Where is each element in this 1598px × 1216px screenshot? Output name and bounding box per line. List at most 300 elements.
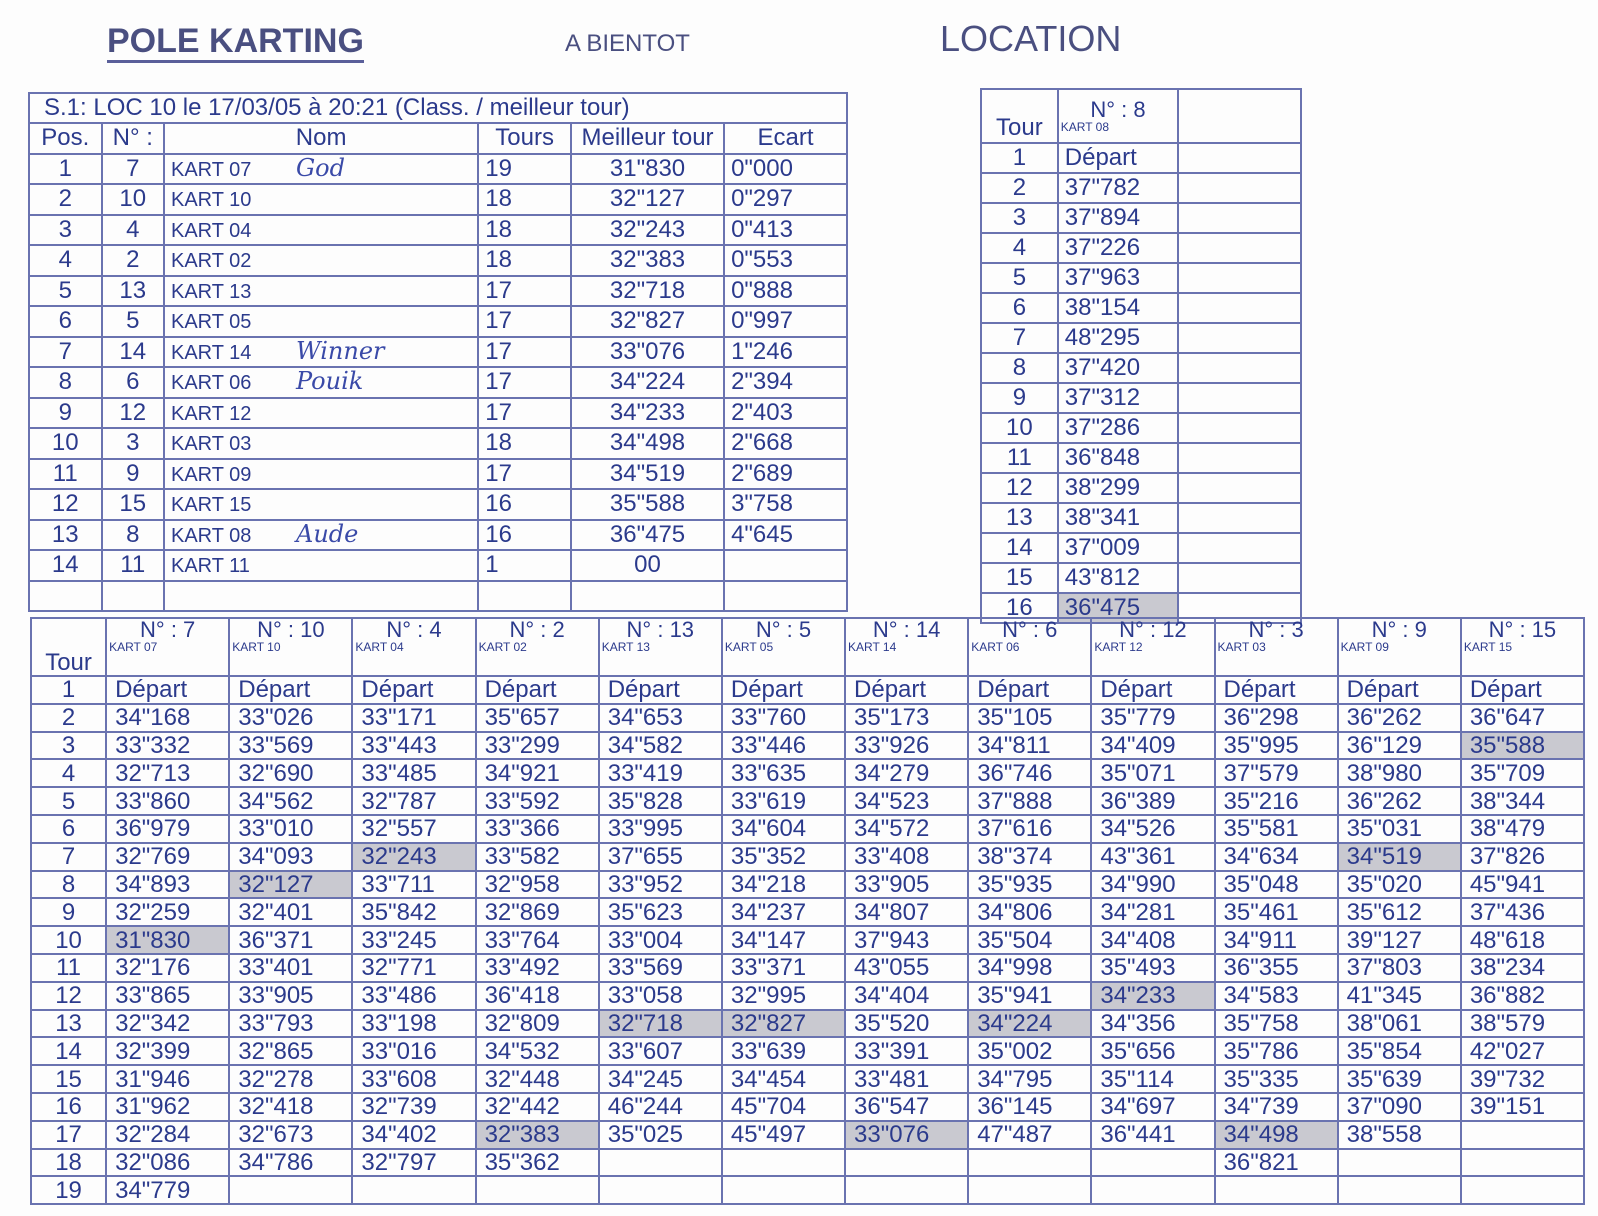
classification-row bbox=[29, 489, 847, 520]
lap-row bbox=[31, 1010, 1584, 1038]
kart-number-cell: 3 bbox=[102, 428, 164, 459]
best-lap-cell: 32"127 bbox=[571, 184, 724, 215]
kart-name: KART 03 bbox=[170, 433, 252, 456]
empty-cell bbox=[1178, 293, 1301, 323]
lap-time-cell: 33"443 bbox=[352, 732, 475, 760]
lap-time-cell: 45"704 bbox=[722, 1093, 845, 1121]
gap-cell: 0"888 bbox=[724, 276, 847, 307]
laps-count-cell: 19 bbox=[478, 154, 571, 185]
lap-time-cell: 39"127 bbox=[1338, 926, 1461, 954]
handwritten-note: Aude bbox=[295, 519, 359, 548]
lap-row bbox=[31, 1065, 1584, 1093]
lap-row bbox=[31, 704, 1584, 732]
lap-time-cell: 36"129 bbox=[1338, 732, 1461, 760]
lap-number-cell: 9 bbox=[31, 898, 106, 926]
empty-cell bbox=[1178, 173, 1301, 203]
best-lap-cell: 32"718 bbox=[571, 276, 724, 307]
classification-row bbox=[29, 459, 847, 490]
kart8-lap-row bbox=[981, 383, 1301, 413]
lap-number-cell: 16 bbox=[31, 1093, 106, 1121]
lap-time-cell: 32"399 bbox=[106, 1037, 229, 1065]
lap-time-cell: 39"151 bbox=[1461, 1093, 1584, 1121]
empty-cell bbox=[1178, 473, 1301, 503]
kart-name: KART 14 bbox=[848, 640, 897, 654]
lap-time-cell: 33"419 bbox=[599, 759, 722, 787]
kart8-lap-row bbox=[981, 323, 1301, 353]
lap-time-cell: 34"402 bbox=[352, 1121, 475, 1149]
lap-time-cell: 34"811 bbox=[968, 732, 1091, 760]
lap-time-cell: 34"990 bbox=[1091, 871, 1214, 899]
laps-count-cell: 16 bbox=[478, 520, 571, 551]
kart-name: KART 04 bbox=[170, 219, 252, 242]
lap-number-cell: 8 bbox=[981, 353, 1058, 383]
best-lap-time-cell: 31"830 bbox=[106, 926, 229, 954]
lap-number-cell: 8 bbox=[31, 871, 106, 899]
lap-number-cell: 11 bbox=[31, 954, 106, 982]
lap-time-cell: 33"582 bbox=[476, 843, 599, 871]
lap-time-cell: 32"448 bbox=[476, 1065, 599, 1093]
best-lap-cell: 34"233 bbox=[571, 398, 724, 429]
position-cell: 12 bbox=[29, 489, 102, 520]
lap-number-cell: 16 bbox=[981, 593, 1058, 623]
best-lap-cell: 32"383 bbox=[571, 245, 724, 276]
lap-time-cell: 35"352 bbox=[722, 843, 845, 871]
kart-number-cell: 8 bbox=[102, 520, 164, 551]
lap-time-cell: 36"746 bbox=[968, 759, 1091, 787]
lap-time-cell: 32"442 bbox=[476, 1093, 599, 1121]
kart-name: KART 10 bbox=[232, 640, 281, 654]
lap-time-cell: 34"653 bbox=[599, 704, 722, 732]
kart-name: KART 07 bbox=[109, 640, 158, 654]
gap-cell: 0"297 bbox=[724, 184, 847, 215]
lap-row bbox=[31, 954, 1584, 982]
lap-time-cell: 33"198 bbox=[352, 1010, 475, 1038]
lap-time-cell bbox=[1461, 1149, 1584, 1177]
page-subtitle: A BIENTOT bbox=[565, 30, 690, 57]
lap-time-cell: Départ bbox=[845, 676, 968, 704]
classification-row bbox=[29, 520, 847, 551]
kart-number: N° : 5 bbox=[755, 618, 812, 642]
kart8-lap-row bbox=[981, 443, 1301, 473]
lap-number-cell: 3 bbox=[31, 732, 106, 760]
position-cell: 6 bbox=[29, 306, 102, 337]
lap-time-cell: Départ bbox=[1058, 143, 1178, 173]
lap-time-cell: 32"278 bbox=[229, 1065, 352, 1093]
kart-number-cell: 6 bbox=[102, 367, 164, 398]
kart8-lap-row bbox=[981, 293, 1301, 323]
kart-number: N° : 7 bbox=[140, 618, 196, 642]
lap-number-cell: 2 bbox=[981, 173, 1058, 203]
kart-column-header bbox=[352, 618, 475, 676]
kart-number: N° : 15 bbox=[1488, 618, 1557, 642]
kart-name-cell bbox=[164, 337, 478, 368]
lap-time-cell: 33"366 bbox=[476, 815, 599, 843]
lap-number-cell: 19 bbox=[31, 1176, 106, 1204]
lap-time-cell: 33"408 bbox=[845, 843, 968, 871]
laps-count-cell: 18 bbox=[478, 184, 571, 215]
lap-time-cell: 37"009 bbox=[1058, 533, 1178, 563]
laps-count-cell: 18 bbox=[478, 428, 571, 459]
laps-count-cell: 18 bbox=[478, 245, 571, 276]
position-cell: 11 bbox=[29, 459, 102, 490]
kart-column-header bbox=[476, 618, 599, 676]
kart-name: KART 09 bbox=[170, 463, 252, 486]
kart-name: KART 02 bbox=[170, 250, 252, 273]
lap-time-cell: 37"943 bbox=[845, 926, 968, 954]
kart-name: KART 12 bbox=[170, 402, 252, 425]
kart8-lap-row bbox=[981, 263, 1301, 293]
lap-time-cell: 31"962 bbox=[106, 1093, 229, 1121]
best-lap-time-cell: 34"233 bbox=[1091, 982, 1214, 1010]
gap-cell: 2"394 bbox=[724, 367, 847, 398]
lap-time-cell: 34"404 bbox=[845, 982, 968, 1010]
lap-time-cell: 32"176 bbox=[106, 954, 229, 982]
lap-time-cell: 38"154 bbox=[1058, 293, 1178, 323]
lap-time-cell bbox=[599, 1149, 722, 1177]
lap-time-cell: 33"865 bbox=[106, 982, 229, 1010]
lap-row bbox=[31, 982, 1584, 1010]
empty-cell bbox=[1178, 233, 1301, 263]
kart-name-cell bbox=[164, 154, 478, 185]
lap-time-cell: 35"639 bbox=[1338, 1065, 1461, 1093]
kart-column-header bbox=[1338, 618, 1461, 676]
gap-cell: 2"689 bbox=[724, 459, 847, 490]
lap-time-cell: 35"758 bbox=[1215, 1010, 1338, 1038]
kart-name: KART 10 bbox=[170, 189, 252, 212]
lap-time-cell bbox=[845, 1176, 968, 1204]
kart8-number: N° : 8 bbox=[1090, 96, 1146, 122]
kart-number-cell: 4 bbox=[102, 215, 164, 246]
lap-time-cell: 35"105 bbox=[968, 704, 1091, 732]
lap-time-cell: 48"618 bbox=[1461, 926, 1584, 954]
kart-number: N° : 9 bbox=[1371, 618, 1427, 642]
lap-number-cell: 1 bbox=[981, 143, 1058, 173]
lap-number-cell: 3 bbox=[981, 203, 1058, 233]
lap-time-cell: 36"547 bbox=[845, 1093, 968, 1121]
lap-time-cell: 34"281 bbox=[1091, 898, 1214, 926]
lap-time-cell: 33"481 bbox=[845, 1065, 968, 1093]
lap-number-cell: 7 bbox=[31, 843, 106, 871]
lap-time-cell: 36"145 bbox=[968, 1093, 1091, 1121]
kart-name-cell bbox=[164, 581, 478, 612]
classification-row bbox=[29, 581, 847, 612]
lap-time-cell: 34"532 bbox=[476, 1037, 599, 1065]
empty-cell bbox=[1178, 263, 1301, 293]
lap-time-cell: 33"016 bbox=[352, 1037, 475, 1065]
lap-time-cell: 35"941 bbox=[968, 982, 1091, 1010]
empty-cell bbox=[1178, 143, 1301, 173]
kart-column-header bbox=[968, 618, 1091, 676]
gap-cell: 3"758 bbox=[724, 489, 847, 520]
laps-count-cell: 17 bbox=[478, 398, 571, 429]
lap-time-cell: 33"760 bbox=[722, 704, 845, 732]
lap-time-cell: 37"436 bbox=[1461, 898, 1584, 926]
lap-time-cell: 34"562 bbox=[229, 787, 352, 815]
lap-time-cell: 39"732 bbox=[1461, 1065, 1584, 1093]
kart-name-cell bbox=[164, 398, 478, 429]
lap-time-cell: 34"806 bbox=[968, 898, 1091, 926]
kart-name: KART 06 bbox=[170, 372, 252, 395]
lap-time-cell: 34"921 bbox=[476, 759, 599, 787]
lap-time-cell: 32"259 bbox=[106, 898, 229, 926]
lap-time-cell: 33"004 bbox=[599, 926, 722, 954]
lap-time-cell: 32"342 bbox=[106, 1010, 229, 1038]
best-lap-cell bbox=[571, 581, 724, 612]
best-lap-time-cell: 33"076 bbox=[845, 1121, 968, 1149]
laps-count-cell: 17 bbox=[478, 367, 571, 398]
lap-time-cell: 33"905 bbox=[229, 982, 352, 1010]
lap-time-cell: 34"582 bbox=[599, 732, 722, 760]
lap-time-cell: 35"854 bbox=[1338, 1037, 1461, 1065]
lap-time-cell: 35"504 bbox=[968, 926, 1091, 954]
lap-time-cell bbox=[1338, 1149, 1461, 1177]
kart8-lap-row bbox=[981, 473, 1301, 503]
position-cell: 14 bbox=[29, 550, 102, 581]
lap-time-cell: 33"619 bbox=[722, 787, 845, 815]
best-lap-time-cell: 32"383 bbox=[476, 1121, 599, 1149]
classification-column-header: Ecart bbox=[724, 123, 847, 154]
kart-column-header bbox=[845, 618, 968, 676]
lap-time-cell: 34"739 bbox=[1215, 1093, 1338, 1121]
lap-time-cell: 34"795 bbox=[968, 1065, 1091, 1093]
kart-name: KART 07 bbox=[170, 158, 252, 181]
lap-time-cell: 33"332 bbox=[106, 732, 229, 760]
kart-name: KART 13 bbox=[170, 280, 252, 303]
kart8-lap-row bbox=[981, 143, 1301, 173]
lap-time-cell: 33"607 bbox=[599, 1037, 722, 1065]
kart-number: N° : 13 bbox=[626, 618, 695, 642]
lap-time-cell: 32"690 bbox=[229, 759, 352, 787]
lap-time-cell: 37"963 bbox=[1058, 263, 1178, 293]
laps-header-row bbox=[31, 618, 1584, 676]
kart-name: KART 09 bbox=[1340, 640, 1389, 654]
lap-time-cell: 34"279 bbox=[845, 759, 968, 787]
lap-time-cell: 33"485 bbox=[352, 759, 475, 787]
lap-time-cell: 35"520 bbox=[845, 1010, 968, 1038]
empty-cell bbox=[1178, 383, 1301, 413]
lap-time-cell: 35"786 bbox=[1215, 1037, 1338, 1065]
lap-time-cell: 43"812 bbox=[1058, 563, 1178, 593]
lap-time-cell: 35"656 bbox=[1091, 1037, 1214, 1065]
laps-count-cell bbox=[478, 581, 571, 612]
kart8-lap-table bbox=[980, 88, 1302, 624]
classification-row bbox=[29, 184, 847, 215]
lap-time-cell: 35"779 bbox=[1091, 704, 1214, 732]
kart8-lap-body bbox=[981, 143, 1301, 623]
kart8-empty-head bbox=[1178, 89, 1301, 143]
lap-time-cell: 34"779 bbox=[106, 1176, 229, 1204]
lap-time-cell bbox=[1338, 1176, 1461, 1204]
kart-name: KART 04 bbox=[355, 640, 404, 654]
lap-time-cell: 36"262 bbox=[1338, 787, 1461, 815]
lap-time-cell: Départ bbox=[722, 676, 845, 704]
best-lap-cell: 00 bbox=[571, 550, 724, 581]
laps-count-cell: 17 bbox=[478, 459, 571, 490]
lap-number-cell: 15 bbox=[981, 563, 1058, 593]
lap-time-cell: 38"344 bbox=[1461, 787, 1584, 815]
kart-name: KART 05 bbox=[170, 311, 252, 334]
lap-time-cell: 37"226 bbox=[1058, 233, 1178, 263]
classification-row bbox=[29, 428, 847, 459]
lap-row bbox=[31, 1037, 1584, 1065]
kart-number-cell bbox=[102, 581, 164, 612]
lap-time-cell: 43"055 bbox=[845, 954, 968, 982]
lap-column-header: Tour bbox=[31, 618, 106, 676]
lap-time-cell: Départ bbox=[352, 676, 475, 704]
lap-time-cell: Départ bbox=[1338, 676, 1461, 704]
classification-column-header: Meilleur tour bbox=[571, 123, 724, 154]
laps-table bbox=[30, 617, 1585, 1205]
position-cell: 1 bbox=[29, 154, 102, 185]
gap-cell bbox=[724, 581, 847, 612]
lap-number-cell: 14 bbox=[31, 1037, 106, 1065]
best-lap-cell: 34"224 bbox=[571, 367, 724, 398]
kart-name: KART 08 bbox=[170, 524, 252, 547]
kart-name-cell bbox=[164, 276, 478, 307]
lap-time-cell: 38"558 bbox=[1338, 1121, 1461, 1149]
lap-time-cell: 32"418 bbox=[229, 1093, 352, 1121]
lap-time-cell: 35"709 bbox=[1461, 759, 1584, 787]
lap-time-cell: 35"657 bbox=[476, 704, 599, 732]
kart-number: N° : 10 bbox=[257, 618, 325, 642]
lap-time-cell: 36"389 bbox=[1091, 787, 1214, 815]
position-cell: 2 bbox=[29, 184, 102, 215]
kart8-head-cell bbox=[1058, 89, 1178, 143]
lap-time-cell: 34"572 bbox=[845, 815, 968, 843]
lap-number-cell: 9 bbox=[981, 383, 1058, 413]
position-cell: 7 bbox=[29, 337, 102, 368]
gap-cell: 1"246 bbox=[724, 337, 847, 368]
lap-number-cell: 4 bbox=[981, 233, 1058, 263]
gap-cell bbox=[724, 550, 847, 581]
kart-name: KART 06 bbox=[971, 640, 1020, 654]
lap-time-cell: 32"865 bbox=[229, 1037, 352, 1065]
lap-time-cell: 35"612 bbox=[1338, 898, 1461, 926]
lap-time-cell: 34"408 bbox=[1091, 926, 1214, 954]
lap-time-cell: 35"623 bbox=[599, 898, 722, 926]
lap-time-cell: 34"998 bbox=[968, 954, 1091, 982]
lap-time-cell bbox=[722, 1149, 845, 1177]
lap-time-cell: 35"362 bbox=[476, 1149, 599, 1177]
position-cell: 13 bbox=[29, 520, 102, 551]
lap-time-cell: 33"569 bbox=[599, 954, 722, 982]
classification-body bbox=[29, 154, 847, 612]
position-cell bbox=[29, 581, 102, 612]
classification-row bbox=[29, 367, 847, 398]
classification-row bbox=[29, 276, 847, 307]
lap-time-cell: 35"216 bbox=[1215, 787, 1338, 815]
lap-time-cell: 33"926 bbox=[845, 732, 968, 760]
laps-count-cell: 17 bbox=[478, 276, 571, 307]
kart-number-cell: 12 bbox=[102, 398, 164, 429]
kart-number-cell: 9 bbox=[102, 459, 164, 490]
gap-cell: 2"668 bbox=[724, 428, 847, 459]
lap-time-cell bbox=[476, 1176, 599, 1204]
gap-cell: 2"403 bbox=[724, 398, 847, 429]
classification-table bbox=[28, 92, 848, 612]
lap-row bbox=[31, 676, 1584, 704]
lap-time-cell: 35"114 bbox=[1091, 1065, 1214, 1093]
kart-name-cell bbox=[164, 306, 478, 337]
lap-time-cell: 34"523 bbox=[845, 787, 968, 815]
lap-time-cell: 35"335 bbox=[1215, 1065, 1338, 1093]
lap-time-cell bbox=[1461, 1121, 1584, 1149]
lap-time-cell: 34"218 bbox=[722, 871, 845, 899]
lap-number-cell: 1 bbox=[31, 676, 106, 704]
lap-time-cell bbox=[968, 1149, 1091, 1177]
lap-time-cell: 35"935 bbox=[968, 871, 1091, 899]
lap-time-cell: 33"371 bbox=[722, 954, 845, 982]
classification-column-header: Nom bbox=[164, 123, 478, 154]
lap-row bbox=[31, 787, 1584, 815]
kart-number-cell: 5 bbox=[102, 306, 164, 337]
lap-row bbox=[31, 926, 1584, 954]
laps-count-cell: 18 bbox=[478, 215, 571, 246]
lap-number-cell: 6 bbox=[981, 293, 1058, 323]
lap-time-cell: 37"782 bbox=[1058, 173, 1178, 203]
lap-time-cell: 33"492 bbox=[476, 954, 599, 982]
kart8-name: KART 08 bbox=[1060, 119, 1110, 134]
lap-time-cell: 33"486 bbox=[352, 982, 475, 1010]
lap-time-cell: 33"635 bbox=[722, 759, 845, 787]
lap-time-cell: 45"941 bbox=[1461, 871, 1584, 899]
lap-time-cell: 34"237 bbox=[722, 898, 845, 926]
kart-number: N° : 2 bbox=[509, 618, 565, 642]
lap-time-cell: 33"401 bbox=[229, 954, 352, 982]
empty-cell bbox=[1178, 563, 1301, 593]
lap-time-cell: 36"441 bbox=[1091, 1121, 1214, 1149]
classification-column-header: Tours bbox=[478, 123, 571, 154]
empty-cell bbox=[1178, 443, 1301, 473]
lap-time-cell: 47"487 bbox=[968, 1121, 1091, 1149]
lap-time-cell: 38"234 bbox=[1461, 954, 1584, 982]
lap-time-cell: Départ bbox=[476, 676, 599, 704]
lap-time-cell: Départ bbox=[1461, 676, 1584, 704]
lap-time-cell: 35"828 bbox=[599, 787, 722, 815]
position-cell: 5 bbox=[29, 276, 102, 307]
lap-time-cell: 34"697 bbox=[1091, 1093, 1214, 1121]
handwritten-note: Pouik bbox=[295, 367, 364, 396]
lap-time-cell: 32"401 bbox=[229, 898, 352, 926]
best-lap-time-cell: 34"519 bbox=[1338, 843, 1461, 871]
kart-column-header bbox=[106, 618, 229, 676]
lap-number-cell: 12 bbox=[31, 982, 106, 1010]
laps-count-cell: 1 bbox=[478, 550, 571, 581]
best-lap-cell: 36"475 bbox=[571, 520, 724, 551]
lap-time-cell: 36"979 bbox=[106, 815, 229, 843]
lap-time-cell: 34"893 bbox=[106, 871, 229, 899]
lap-time-cell: 38"479 bbox=[1461, 815, 1584, 843]
lap-time-cell bbox=[1461, 1176, 1584, 1204]
lap-time-cell bbox=[599, 1176, 722, 1204]
best-lap-time-cell: 32"827 bbox=[722, 1010, 845, 1038]
lap-time-cell: 32"958 bbox=[476, 871, 599, 899]
lap-time-cell bbox=[845, 1149, 968, 1177]
lap-number-cell: 13 bbox=[31, 1010, 106, 1038]
lap-time-cell: 37"616 bbox=[968, 815, 1091, 843]
kart-name-cell bbox=[164, 367, 478, 398]
kart-number: N° : 3 bbox=[1248, 618, 1304, 642]
kart8-lap-row bbox=[981, 173, 1301, 203]
best-lap-cell: 34"519 bbox=[571, 459, 724, 490]
laps-count-cell: 17 bbox=[478, 337, 571, 368]
lap-number-cell: 5 bbox=[981, 263, 1058, 293]
empty-cell bbox=[1178, 353, 1301, 383]
lap-number-cell: 10 bbox=[31, 926, 106, 954]
lap-number-cell: 10 bbox=[981, 413, 1058, 443]
lap-time-cell: 34"807 bbox=[845, 898, 968, 926]
page-title: POLE KARTING bbox=[107, 22, 364, 63]
